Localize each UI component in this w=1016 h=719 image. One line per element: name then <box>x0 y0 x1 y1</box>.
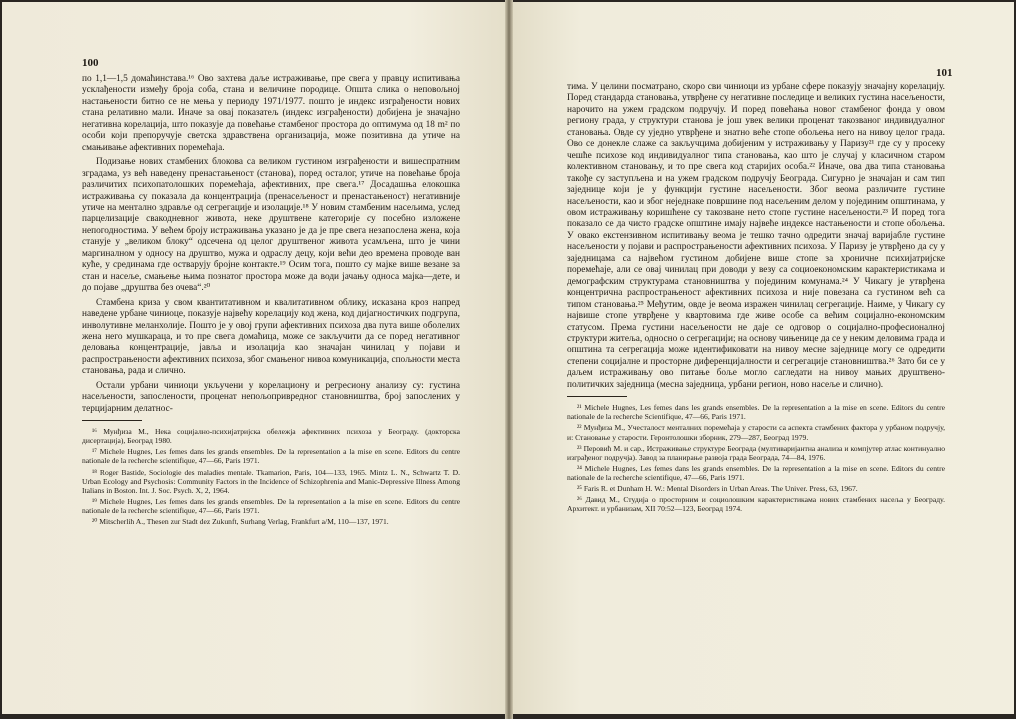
footnote-19: ¹⁹ Michele Hugnes, Les femes dans les grands ensembles. De la representation a la mise en scene. Editors du centre nationale de la recherche scientifique, 47—66, Paris 1971. <box>82 496 460 515</box>
right-paragraph-1: тима. У целини посматрано, скоро сви чиниоци из урбане сфере показују значајну корелацију. Поред стандарда становања, утврђене су негативне последице и великих густина насељености, нарочито на ужем градском подручју. И поред повећања новог стамбеног фонда у овом региону града, у структури станова је још увек велики проценат такозваног индивидуалног становања. Овде су уједно утврђене и знатно веће стопе обољења него на нивоу целог града. Ово се донекле слаже са закључцима добијеним у истраживању у Паризу²¹ где су у просеку чешће психозе код индивидуалног типа становања, као што је случај у класичном старом колективном становању, и то пре свега код старијих особа.²² Иначе, ова два типа становања такође су заступљена и на ужем градском подручју Београда. Сигурно је значајан и сам тип заједнице који је у функцији густине насељености. Због веома различите густине насељености, као и због неједнаке површине под насељеним делом у појединим општинама, у овом истраживању коришћене су такозване нето стопе густине насељености.²³ И поред тога показало се да чисто градске општине имају највеће индексе настањености и стопе обољења. У овако екстензивном испитивању веома је тешко тачно одредити значај варијабле густине насељености у појави и распрострањености афективних психоза. У Паризу је утврђено да су у заједницама са највећом густином добијене више стопе за хроничне психијатријске поремећаје, али се овај чинилац при доводи у везу са социоекономским карактеристикама и демографским структурама становништва у појединим комунама.²⁴ У Чикагу је утврђена концентрична распрострањеност афективних психоза и није повезана са густином већ са типом становања.²⁵ Међутим, овде је веома изражен чинилац сегрегације. Наиме, у Чикагу су највише стопе утврђене у квартовима где живе особе са већим социјално-економским статусом. Према густини насељености не даје се одговор о социјално-професионалној структури житеља, односно о сегрегацији; на основу чињенице да се у неким деловима града и општина та сегрегација може идентификовати на нивоу месне заједнице могу се одредити степени социјалне и просторне диференцијалности и сегрегације становништва.²⁶ Зато би се у даљем истраживању ово питање боље могло сагледати на нивоу мањих друштвено-политичких заједница (месна заједница, урбани регион, ново насеље и слично). <box>567 82 945 390</box>
footnote-24: ²⁴ Michele Hugnes, Les femes dans les grands ensembles. De la representation a la mise en scene. Editors du centre nationale de la recherche scientifique, 47—66, Paris 1971. <box>567 463 945 482</box>
footnote-divider <box>82 420 142 421</box>
page-number-left: 100 <box>82 57 99 69</box>
left-page <box>2 2 508 714</box>
footnote-23: ²³ Перовић М. и сар., Истраживање структуре Београда (мултиваријантна анализа и компјутер атлас континуално изграђеног подручја). Завод за планирање развоја града Београда, 74—84, 1976. <box>567 443 945 462</box>
left-paragraph-3: Стамбена криза у свом квантитативном и квалитативном облику, исказана кроз напред наведене урбане чиниоце, показује највећу корелацију код жена, код дијагностичких подгрупа, инволутивне меланхолије. Пошто је у овој групи афективних психоза два пута више оболелих жена него мушкараца, и то пре свега домаћица, може се закључити да се поред негативног деловања концентрације, јавља и изолација као значајан чинилац у појави и распрострањености афективних психоза, због смањеног нивоа комуникација, спољности места становања, рада и слично. <box>82 297 460 377</box>
right-page <box>510 2 1014 714</box>
left-paragraph-1: по 1,1—1,5 домаћинстава.¹⁶ Ово захтева даље истраживање, пре свега у правцу испитивања усклађености између броја соба, стана и величине породице. Општа слика о неповољној настањености битно се не мења у периоду 1971/1977. пошто је индекс изграђености нових стана релативно мали. Иначе за овај показатељ (индекс изграђености) добијена је значајно негативна корелација, што показује да повећање стамбеног простора до оптимума од 18 m² по особи који препоручује светска здравствена организација, може позитивна да утиче на смањивање афективних поремећаја. <box>82 74 460 153</box>
footnote-18: ¹⁸ Roger Bastide, Sociologie des maladies mentale. Tkamarion, Paris, 104—133, 1965. Mintz L. N., Schwartz T. D. Urban Ecology and Psychosis: Community Factors in the Incidence of Schizophrenia and Manic-Depressive Illness Among Italians in Boston. Int. J. Soc. Psych. X, 2, 1964. <box>82 467 460 495</box>
left-page-text <box>82 74 460 528</box>
footnote-21: ²¹ Michele Hugnes, Les femes dans les grands ensembles. De la representation a la mise en scene. Editors du centre nationale de la recherche Scientifique, 47—66, Paris 1971. <box>567 403 945 422</box>
footnote-16: ¹⁶ Мунђиза М., Нека социјално-психијатријска обележја афективних психоза у Београду. (докторска дисертација), Београд 1980. <box>82 427 460 446</box>
footnote-26: ²⁶ Давид М., Студија о просторним и социолошким карактеристикама нових стамбених насеља у Београду. Архитект. и урбанизам, XII 70:52—123, Београд 1974. <box>567 495 945 514</box>
left-footnotes <box>82 427 460 526</box>
footnote-22: ²² Мунђиза М., Учесталост менталних поремећаја у старости са аспекта стамбених фактора у урбаном подручју, и: Становање у старости. Геронтолошки зборник, 279—287, Београд 1979. <box>567 423 945 442</box>
left-paragraph-2: Подизање нових стамбених блокова са великом густином изграђености и вишеспратним зградама, уз већ наведену пренастањеност (станова), поред осталог, утиче на повећање броја различитих психопатолошких поремећаја, афективних, пре свега.¹⁷ Досадашња елокошка истраживања су показала да концентрација (пренасељеност и пренастањеност) негативније утиче на ментално здравље од сегрегације и изолације.¹⁸ У новим стамбеним насељима, услед парцелизације свакодневног живота, неке друштвене категорије су посебно изложене непогодностима. У већем броју истраживања указано је да је пре свега незапослена жена, која станује у „великом блоку“ одсечена од целог друштвеног живота усамљена, што је чини маргиналном у односу на друштво, мужа и одраслу децу, који већи део времена проводе ван куће, у срединама где остварују бројне контакте.¹⁹ Осим тога, пошто су мајке више везане за стан и насеље, смањење њима познатог простора може да води јачању односа мајка—дете, и до појаве „друштва без очева“.²⁰ <box>82 157 460 294</box>
footnote-divider <box>567 396 627 397</box>
footnote-17: ¹⁷ Michele Hugnes, Les femes dans les grands ensembles. De la representation a la mise en scene. Editors du centre nationale de la recherche scientifique, 47—66, Paris 1971. <box>82 447 460 466</box>
page-number-right: 101 <box>936 67 953 79</box>
left-paragraph-4: Остали урбани чиниоци укључени у корелациону и регресиону анализу су: густина насељености, запослености, проценат непољопривредног становништва, број запослених у терцијарним делатнос- <box>82 380 460 414</box>
footnote-20: ²⁰ Mitscherlih A., Thesen zur Stadt dez Zukunft, Surhang Verlag, Frankfurt a/M, 110—137, 1971. <box>92 516 389 526</box>
right-footnotes <box>567 403 945 513</box>
book-gutter <box>505 0 513 719</box>
right-page-text <box>567 82 945 515</box>
footnote-25: ²⁵ Faris R. et Dunham H. W.: Mental Disorders in Urban Areas. The Univer. Press, 63, 1967. <box>577 483 858 493</box>
